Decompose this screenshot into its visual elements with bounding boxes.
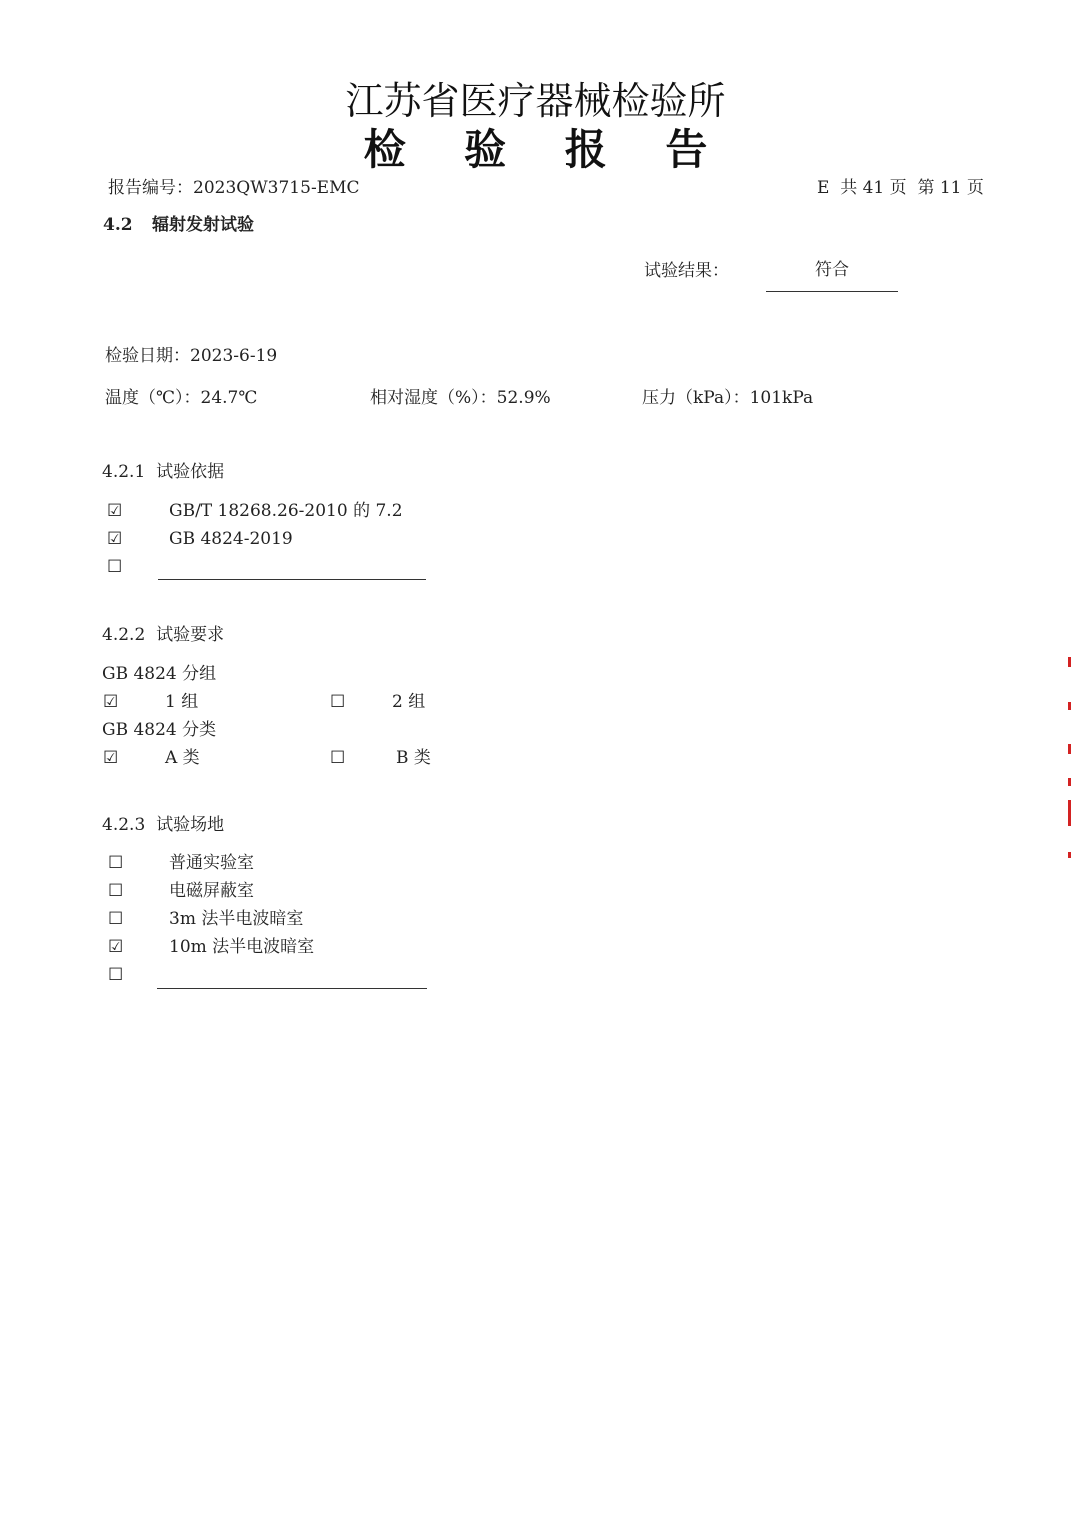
test-date-label: 检验日期： [105,346,190,366]
site-checkbox-4[interactable]: ☑ [108,937,124,957]
test-date-value: 2023-6-19 [190,346,278,366]
humidity: 相对湿度（%）：52.9% [370,388,551,408]
result-label: 试验结果： [644,261,729,281]
section-number: 4.2 [103,215,133,235]
institute-title: 江苏省医疗器械检验所 [345,79,726,123]
report-number-value: 2023QW3715-EMC [193,178,360,198]
site-checkbox-3[interactable]: ☐ [108,909,124,929]
test-date [105,345,277,367]
group-option-2: 2 组 [392,692,426,712]
site-option-4: 10m 法半电波暗室 [169,937,315,957]
group-checkbox-1[interactable]: ☑ [103,692,119,712]
site-heading: 4.2.3 试验场地 [102,815,225,835]
site-blank-line [157,988,427,989]
basis-item-1: GB/T 18268.26-2010 的 7.2 [169,501,403,521]
basis-heading: 4.2.1 试验依据 [102,462,225,482]
report-number [108,177,360,199]
basis-blank-line [158,579,426,580]
class-label: GB 4824 分类 [102,720,217,740]
basis-checkbox-2[interactable]: ☑ [107,529,123,549]
group-checkbox-2[interactable]: ☐ [330,692,346,712]
group-label: GB 4824 分组 [102,664,217,684]
site-option-1: 普通实验室 [169,853,254,873]
report-number-label: 报告编号： [108,178,193,198]
result-value: 符合 [815,260,849,280]
site-option-3: 3m 法半电波暗室 [169,909,304,929]
site-checkbox-2[interactable]: ☐ [108,881,124,901]
requirements-heading: 4.2.2 试验要求 [102,625,225,645]
report-type-title: 检 验 报 告 [363,125,730,174]
site-checkbox-5[interactable]: ☐ [108,965,124,985]
class-option-b: B 类 [396,748,431,768]
site-option-2: 电磁屏蔽室 [169,881,254,901]
pressure: 压力（kPa）：101kPa [642,388,814,408]
basis-checkbox-1[interactable]: ☑ [107,501,123,521]
page-info: E 共 41 页 第 11 页 [817,178,984,198]
group-option-1: 1 组 [165,692,199,712]
temperature: 温度（℃）：24.7℃ [105,388,258,408]
section-title: 辐射发射试验 [152,215,254,235]
class-checkbox-a[interactable]: ☑ [103,748,119,768]
class-option-a: A 类 [165,748,200,768]
result-underline [766,291,898,292]
basis-checkbox-3[interactable]: ☐ [107,557,123,577]
site-checkbox-1[interactable]: ☐ [108,853,124,873]
basis-item-2: GB 4824-2019 [169,529,293,549]
class-checkbox-b[interactable]: ☐ [330,748,346,768]
